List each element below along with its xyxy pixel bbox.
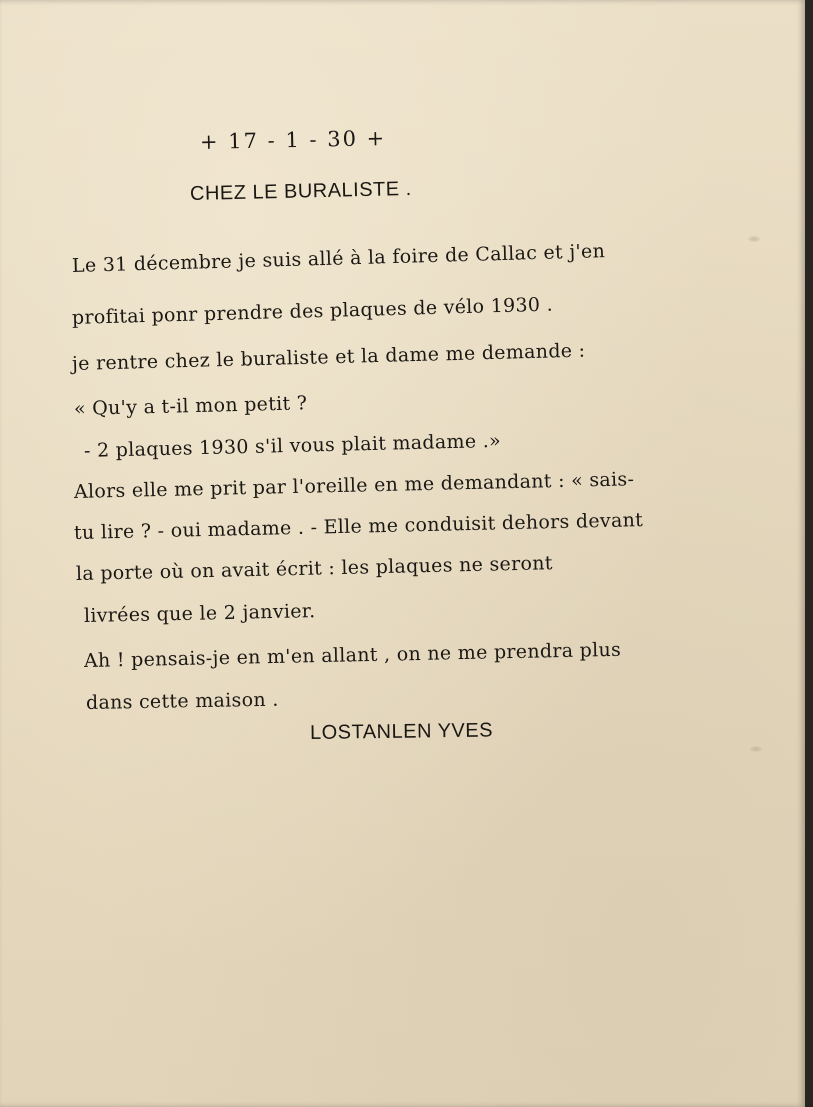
signature: LOSTANLEN YVES [309,719,494,744]
text-line: Le 31 décembre je suis allé à la foire de Callac et j'en [71,240,606,277]
date-line: + 17 - 1 - 30 + [199,126,387,154]
text-line: la porte où on avait écrit : les plaques ne seront [75,552,553,585]
text-line: « Qu'y a t-il mon petit ? [73,392,308,420]
text-line: Alors elle me prit par l'oreille en me demandant : « sais- [73,468,635,503]
text-line: dans cette maison . [85,688,279,714]
text-line: - 2 plaques 1930 s'il vous plait madame .» [83,429,502,462]
text-line: je rentre chez le buraliste et la dame me demande : [71,339,586,375]
text-line: tu lire ? - oui madame . - Elle me conduisit dehors devant [73,509,644,544]
text-line: livrées que le 2 janvier. [83,600,316,627]
text-line: Ah ! pensais-je en m'en allant , on ne me prendra plus [83,638,622,672]
document-title: CHEZ LE BURALISTE . [189,177,412,205]
text-line: profitai ponr prendre des plaques de vélo 1930 . [71,293,554,329]
